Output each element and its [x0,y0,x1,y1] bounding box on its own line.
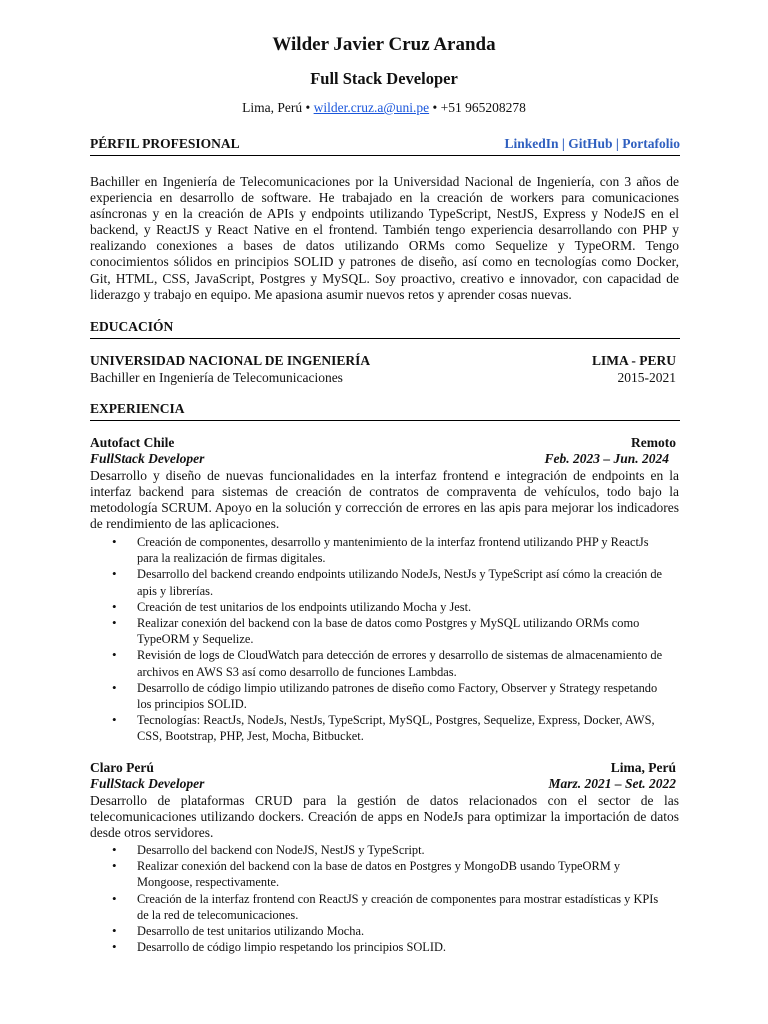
list-item: • Revisión de logs de CloudWatch para detección de errores y desarrollo de sistemas de almacenamiento de archivos en AWS S3 así como desarrollo de funciones Lambdas. [90,647,676,679]
job-period: Marz. 2021 – Set. 2022 [548,776,676,791]
job-bullet-list [90,534,676,745]
list-item: • Creación de test unitarios de los endpoints utilizando Mocha y Jest. [90,599,676,615]
candidate-role: Full Stack Developer [310,69,458,88]
education-degree: Bachiller en Ingeniería de Telecomunicaciones [90,370,343,385]
contact-line [0,100,768,116]
education-location: LIMA - PERU [592,353,676,368]
contact-location: Lima, Perú [242,100,303,115]
profile-links [504,136,680,152]
candidate-name: Wilder Javier Cruz Aranda [272,34,496,55]
contact-phone: +51 965208278 [440,100,526,115]
job-location: Remoto [631,435,676,450]
education-row [90,353,676,369]
education-degree-row [90,370,676,386]
job-period: Feb. 2023 – Jun. 2024 [544,451,669,466]
job-role-row [90,451,676,467]
list-item: • Realizar conexión del backend con la base de datos como Postgres y MySQL utilizando ORMs como TypeORM y Sequelize. [90,615,676,647]
job-role: FullStack Developer [90,451,205,466]
list-item: • Desarrollo del backend con NodeJS, NestJS y TypeScript. [90,842,676,858]
contact-separator: • [305,100,311,115]
contact-separator: • [432,100,438,115]
portfolio-link[interactable]: Portafolio [622,136,680,151]
education-period: 2015-2021 [617,370,676,385]
education-section-header [90,319,680,339]
education-institution: UNIVERSIDAD NACIONAL DE INGENIERÍA [90,353,371,368]
experience-section-header [90,401,680,421]
list-item: • Desarrollo de test unitarios utilizando Mocha. [90,923,676,939]
job-company: Autofact Chile [90,435,175,450]
linkedin-link[interactable]: LinkedIn [504,136,559,151]
job-bullet-list [90,842,676,955]
job-company: Claro Perú [90,760,154,775]
job-location: Lima, Perú [610,760,676,775]
list-item: • Creación de la interfaz frontend con ReactJS y creación de componentes para mostrar estadísticas y KPIs de la red de telecomunicaciones. [90,891,676,923]
list-item: • Desarrollo de código limpio respetando los principios SOLID. [90,939,676,955]
list-item: • Creación de componentes, desarrollo y mantenimiento de la interfaz frontend utilizando PHP y ReactJs para la realización de firmas digitales. [90,534,676,566]
link-separator: | [615,136,619,151]
list-item: • Tecnologías: ReactJs, NodeJs, NestJs, TypeScript, MySQL, Postgres, Sequelize, Express, Docker, AWS, CSS, Bootstrap, PHP, Jest, Mocha, Bitbucket. [90,712,676,744]
job-header [90,435,676,451]
job-summary: Desarrollo de plataformas CRUD para la gestión de datos relacionados con el sector de las telecomunicaciones utilizando dockers. Creación de apps en NodeJs para optimizar la importación de datos desde otros servidores. [90,793,679,841]
profile-section-header [90,136,680,156]
email-link[interactable]: wilder.cruz.a@uni.pe [313,100,430,115]
job-role-row [90,776,676,792]
education-section-title: EDUCACIÓN [90,319,174,334]
github-link[interactable]: GitHub [568,136,613,151]
list-item: • Realizar conexión del backend con la base de datos en Postgres y MongoDB usando TypeORM y Mongoose, respectivamente. [90,858,676,890]
job-summary: Desarrollo y diseño de nuevas funcionalidades en la interfaz frontend e integración de endpoints en la interfaz backend para sistemas de creación de contratos de compraventa de vehículos, todo bajo la metodología SCRUM. Apoyo en la solución y corrección de errores en las apis para mejorar los indicadores de rendimiento de las aplicaciones. [90,468,679,532]
job-role: FullStack Developer [90,776,205,791]
experience-section-title: EXPERIENCIA [90,401,185,416]
job-header [90,760,676,776]
list-item: • Desarrollo del backend creando endpoints utilizando NodeJs, NestJs y TypeScript así cómo la creación de apis y librerías. [90,566,676,598]
link-separator: | [561,136,565,151]
list-item: • Desarrollo de código limpio utilizando patrones de diseño como Factory, Observer y Strategy respetando los principios SOLID. [90,680,676,712]
profile-section-title: PÉRFIL PROFESIONAL [90,136,240,151]
profile-summary: Bachiller en Ingeniería de Telecomunicaciones por la Universidad Nacional de Ingeniería, con 3 años de experiencia en desarrollo de software. He trabajado en la creación de workers para comunicaciones asíncronas y en la creación de APIs y endpoints utilizando TypeScript, NestJS, Express y NodeJS en el backend, y ReactJS y React Native en el frontend. También tengo experiencia desarrollando con PHP y realizando conexiones a bases de datos utilizando ORMs como Sequelize y TypeORM. Tengo conocimientos sólidos en principios SOLID y patrones de diseño, así como en tecnologías como Docker, Git, HTML, CSS, JavaScript, Postgres y MySQL. Soy proactivo, creativo e innovador, con capacidad de liderazgo y trabajo en equipo. Me apasiona asumir nuevos retos y aprender cosas nuevas. [90,174,679,302]
